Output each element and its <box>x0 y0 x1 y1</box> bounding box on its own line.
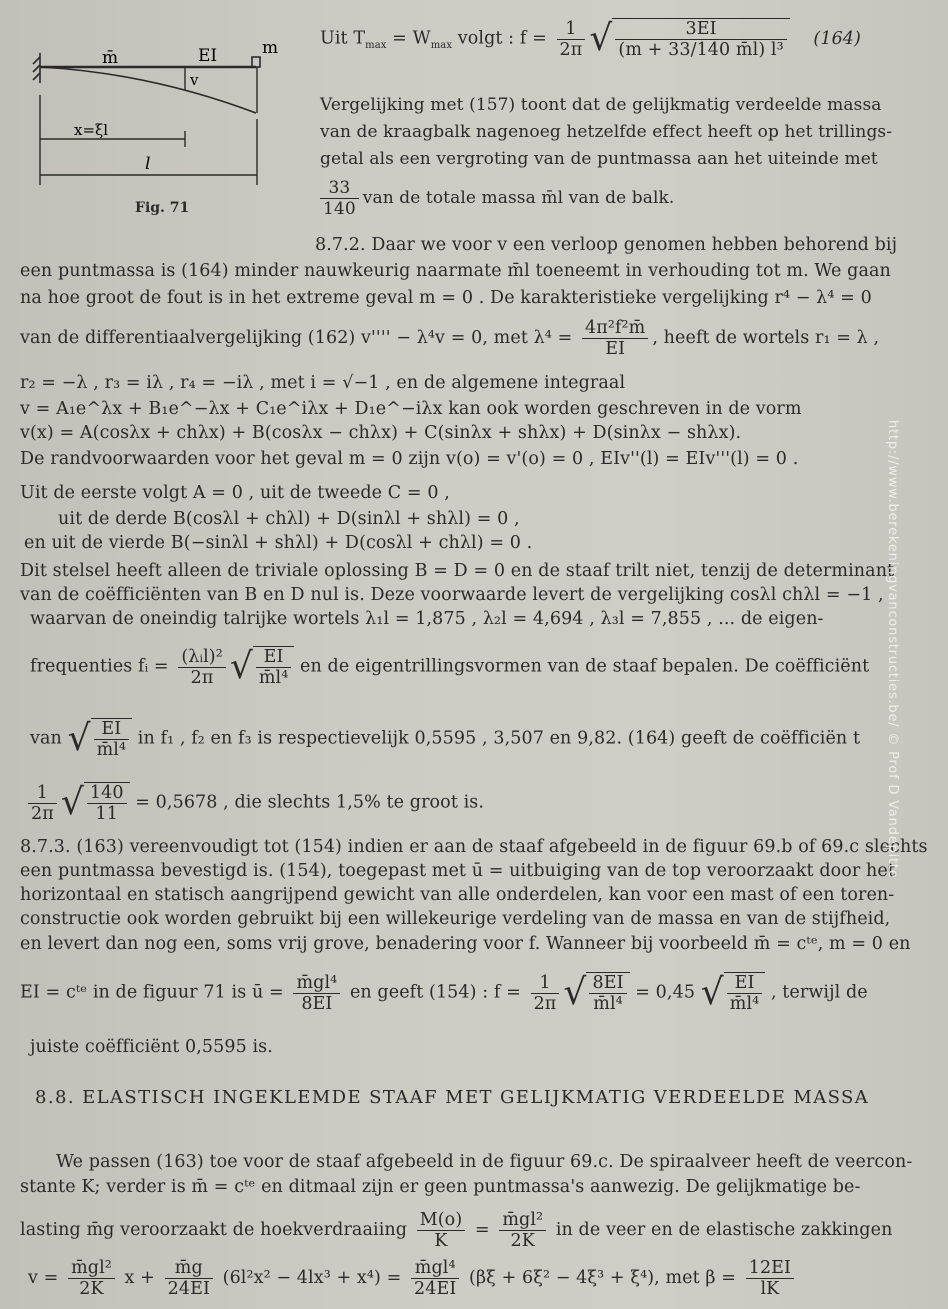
s873-line-4: constructie ook worden gebruikt bij een willekeurige verdeling van de massa en van de stijfheid, <box>20 909 891 929</box>
para1-line-4: $\frac{33}{140}$ van de totale massa m̄l van de balk. <box>320 178 674 219</box>
para1-line-3: getal als een vergroting van de puntmassa aan het uiteinde met <box>320 149 878 169</box>
equation-164: Uit $T_{max} = W_{max}$ volgt : f = $\frac{1}{2\pi}$ √ $\frac{3EI}{\text{(m + 33/140 m̄l) l³}}$ (164) <box>320 18 861 60</box>
s873-line-3: horizontaal en statisch aangrijpend gewicht van alle onderdelen, kan voor een mast of een toren- <box>20 885 895 905</box>
s872-line-4: van de differentiaalvergelijking (162) v'''' − λ⁴v = 0, met λ⁴ = $\frac{\text{4π²f²m̄}}{EI}$ , heeft de wortels r₁ = λ , <box>20 318 880 359</box>
s872-line-7: v(x) = A(cosλx + chλx) + B(cosλx − chλx) + C(sinλx + shλx) + D(sinλx − shλx). <box>20 423 742 443</box>
s872-line-8: De randvoorwaarden voor het geval m = 0 zijn v(o) = v'(o) = 0 , EIv''(l) = EIv'''(l) = 0 . <box>20 449 799 469</box>
s873-line-6: EI = cᵗᵉ in de figuur 71 is ū = $\frac{\text{m̄gl⁴}}{8EI}$ en geeft (154) : f = $\frac{1}{2\pi}$ √ $\frac{8EI}{\text{m̄l⁴}}$ = 0,45 √ $\frac{EI}{\text{m̄l⁴}}$ , terwijl de <box>20 972 868 1014</box>
para1-line-2: van de kraagbalk nagenoeg hetzelfde effect heeft op het trillings- <box>320 122 893 142</box>
deflected-shape <box>40 67 256 113</box>
s872-line-9: Uit de eerste volgt A = 0 , uit de tweede C = 0 , <box>20 483 450 503</box>
fraction-1-over-2pi: $\frac{1}{2\pi}$ <box>557 19 586 60</box>
label-position: x=ξl <box>74 121 109 139</box>
s873-line-2: een puntmassa bevestigd is. (154), toegepast met ū = uitbuiging van de top veroorzaakt door het <box>20 861 895 881</box>
s88-line-4: v = $\frac{\text{m̄gl²}}{2K}$ x + $\frac{m̄g}{24EI}$ (6l²x² − 4lx³ + x⁴) = $\frac{\text{m̄gl⁴}}{24EI}$ (βξ + 6ξ² − 4ξ³ + ξ⁴), met β = $\frac{12EI}{lK}$ <box>28 1258 798 1299</box>
s872-line-5: r₂ = −λ , r₃ = iλ , r₄ = −iλ , met i = √−1 , en de algemene integraal <box>20 373 626 393</box>
s872-line-12: Dit stelsel heeft alleen de triviale oplossing B = D = 0 en de staaf trilt niet, tenzij de determinant <box>20 561 895 581</box>
point-mass-block <box>252 57 260 67</box>
watermark-url: http://www.berekeningvanconstructies.be/ © Prof D Vandepitte <box>885 420 900 879</box>
label-point-mass: m <box>262 38 279 58</box>
s872-line-11: en uit de vierde B(−sinλl + shλl) + D(cosλl + chλl) = 0 . <box>24 533 533 553</box>
s872-line-14: waarvan de oneindig talrijke wortels λ₁l = 1,875 , λ₂l = 4,694 , λ₃l = 7,855 , ... de eigen- <box>30 609 824 629</box>
s872-line-6: v = A₁e^λx + B₁e^−λx + C₁e^iλx + D₁e^−iλx kan ook worden geschreven in de vorm <box>20 399 802 419</box>
s872-line-16: van √ $\frac{EI}{\text{m̄l⁴}}$ in f₁ , f₂ en f₃ is respectievelijk 0,5595 , 3,507 en 9,82. (164) geeft de coëfficiën t <box>30 718 861 760</box>
s872-line-15: frequenties fᵢ = (λᵢl)² 2π √ $\frac{EI}{\text{m̄l⁴}}$ en de eigentrillingsvormen van de staaf bepalen. De coëfficiënt <box>30 646 870 688</box>
s873-line-5: en levert dan nog een, soms vrij grove, benadering voor f. Wanneer bij voorbeeld m̄ = cᵗᵉ, m = 0 en <box>20 934 911 954</box>
figure-caption: Fig. 71 <box>135 200 190 216</box>
label-deflection: v <box>190 71 199 89</box>
sqrt-164: √ $\frac{3EI}{\text{(m + 33/140 m̄l) l³}}$ <box>589 18 789 60</box>
section-heading-8-8: 8.8. ELASTISCH INGEKLEMDE STAAF MET GELIJKMATIG VERDEELDE MASSA <box>35 1087 870 1108</box>
para1-line-1: Vergelijking met (157) toont dat de gelijkmatig verdeelde massa <box>320 95 882 115</box>
label-ei: EI <box>198 46 218 66</box>
clamped-support <box>33 53 40 83</box>
s872-line-3: na hoe groot de fout is in het extreme geval m = 0 . De karakteristieke vergelijking r⁴ − λ⁴ = 0 <box>20 288 872 308</box>
s872-line-1: 8.7.2. Daar we voor v een verloop genomen hebben behorend bij <box>315 235 898 255</box>
figure-71-cantilever <box>30 35 280 195</box>
s872-line-13: van de coëfficiënten van B en D nul is. Deze voorwaarde levert de vergelijking cosλl chλl = −1 , <box>20 585 884 605</box>
label-mass-bar: m̄ <box>102 48 119 68</box>
s873-line-7: juiste coëfficiënt 0,5595 is. <box>30 1037 273 1057</box>
s873-line-1: 8.7.3. (163) vereenvoudigt tot (154) indien er aan de staaf afgebeeld in de figuur 69.b of 69.c slechts <box>20 837 928 857</box>
s872-line-10: uit de derde B(cosλl + chλl) + D(sinλl + shλl) = 0 , <box>58 509 520 529</box>
label-length: l <box>145 154 151 174</box>
s872-line-2: een puntmassa is (164) minder nauwkeurig naarmate m̄l toeneemt in verhouding tot m. We gaan <box>20 261 891 281</box>
s88-line-1: We passen (163) toe voor de staaf afgebeeld in de figuur 69.c. De spiraalveer heeft de veercon- <box>56 1152 913 1172</box>
s88-line-3: lasting m̄g veroorzaakt de hoekverdraaiing $\frac{M(o)}{K}$ = $\frac{\text{m̄gl²}}{2K}$ in de veer en de elastische zakkingen <box>20 1210 893 1251</box>
s872-line-17: $\frac{1}{2\pi}$ √ $\frac{140}{11}$ = 0,5678 , die slechts 1,5% te groot is. <box>28 782 484 824</box>
s88-line-2: stante K; verder is m̄ = cᵗᵉ en ditmaal zijn er geen puntmassa's aanwezig. De gelijkmatige be- <box>20 1177 861 1197</box>
